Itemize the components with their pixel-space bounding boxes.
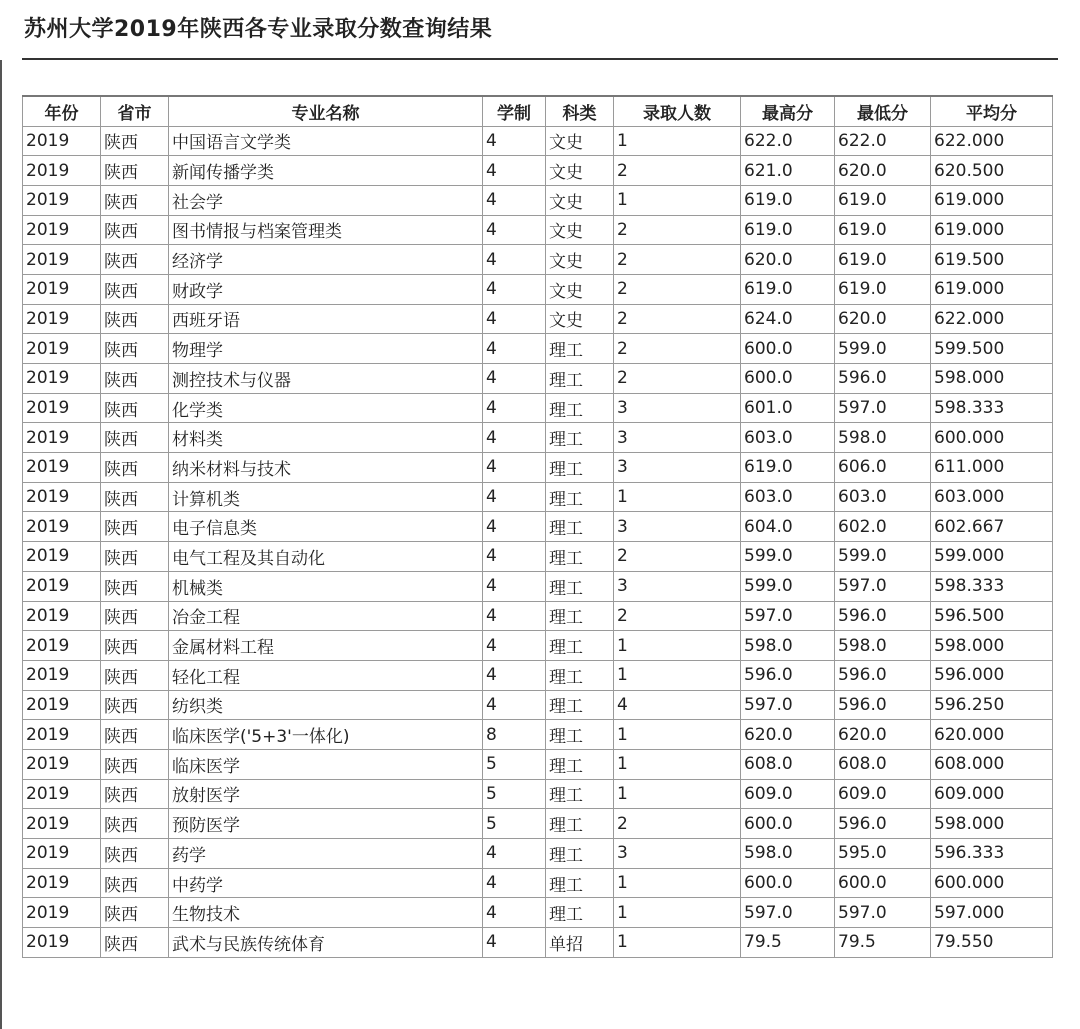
- table-row: [23, 512, 1053, 542]
- year-cell: 2019: [23, 126, 101, 156]
- category-cell: 文史: [546, 156, 614, 186]
- duration-cell: 4: [483, 334, 546, 364]
- admitted-count-cell: 3: [614, 512, 741, 542]
- admitted-count-cell: 3: [614, 839, 741, 869]
- province-cell: 陕西: [101, 215, 169, 245]
- table-body: [23, 126, 1053, 957]
- table-row: [23, 156, 1053, 186]
- header-max-score: 最高分: [741, 96, 835, 126]
- max-score-cell: 600.0: [741, 868, 835, 898]
- duration-cell: 4: [483, 660, 546, 690]
- major-cell: 测控技术与仪器: [169, 364, 483, 394]
- year-cell: 2019: [23, 393, 101, 423]
- avg-score-cell: 619.000: [931, 274, 1053, 304]
- category-cell: 理工: [546, 631, 614, 661]
- max-score-cell: 622.0: [741, 126, 835, 156]
- min-score-cell: 596.0: [835, 364, 931, 394]
- duration-cell: 4: [483, 364, 546, 394]
- province-cell: 陕西: [101, 542, 169, 572]
- duration-cell: 4: [483, 423, 546, 453]
- year-cell: 2019: [23, 542, 101, 572]
- min-score-cell: 598.0: [835, 423, 931, 453]
- avg-score-cell: 598.333: [931, 393, 1053, 423]
- max-score-cell: 600.0: [741, 809, 835, 839]
- year-cell: 2019: [23, 898, 101, 928]
- major-cell: 药学: [169, 839, 483, 869]
- table-row: [23, 868, 1053, 898]
- table-row: [23, 393, 1053, 423]
- category-cell: 理工: [546, 542, 614, 572]
- avg-score-cell: 619.000: [931, 215, 1053, 245]
- year-cell: 2019: [23, 215, 101, 245]
- avg-score-cell: 622.000: [931, 126, 1053, 156]
- title-divider: [22, 58, 1058, 60]
- category-cell: 单招: [546, 928, 614, 958]
- admitted-count-cell: 2: [614, 809, 741, 839]
- year-cell: 2019: [23, 928, 101, 958]
- min-score-cell: 622.0: [835, 126, 931, 156]
- avg-score-cell: 596.000: [931, 660, 1053, 690]
- province-cell: 陕西: [101, 690, 169, 720]
- province-cell: 陕西: [101, 304, 169, 334]
- province-cell: 陕西: [101, 245, 169, 275]
- max-score-cell: 624.0: [741, 304, 835, 334]
- admission-scores-table: [22, 95, 1053, 958]
- header-admitted-count: 录取人数: [614, 96, 741, 126]
- major-cell: 生物技术: [169, 898, 483, 928]
- header-province: 省市: [101, 96, 169, 126]
- avg-score-cell: 608.000: [931, 749, 1053, 779]
- min-score-cell: 596.0: [835, 809, 931, 839]
- province-cell: 陕西: [101, 364, 169, 394]
- year-cell: 2019: [23, 839, 101, 869]
- max-score-cell: 620.0: [741, 245, 835, 275]
- major-cell: 轻化工程: [169, 660, 483, 690]
- year-cell: 2019: [23, 631, 101, 661]
- duration-cell: 5: [483, 779, 546, 809]
- major-cell: 预防医学: [169, 809, 483, 839]
- avg-score-cell: 609.000: [931, 779, 1053, 809]
- year-cell: 2019: [23, 601, 101, 631]
- category-cell: 理工: [546, 423, 614, 453]
- avg-score-cell: 603.000: [931, 482, 1053, 512]
- category-cell: 理工: [546, 571, 614, 601]
- province-cell: 陕西: [101, 482, 169, 512]
- duration-cell: 4: [483, 690, 546, 720]
- min-score-cell: 600.0: [835, 868, 931, 898]
- category-cell: 理工: [546, 660, 614, 690]
- table-row: [23, 690, 1053, 720]
- category-cell: 文史: [546, 304, 614, 334]
- year-cell: 2019: [23, 364, 101, 394]
- table-row: [23, 245, 1053, 275]
- max-score-cell: 620.0: [741, 720, 835, 750]
- min-score-cell: 609.0: [835, 779, 931, 809]
- max-score-cell: 597.0: [741, 898, 835, 928]
- major-cell: 计算机类: [169, 482, 483, 512]
- min-score-cell: 603.0: [835, 482, 931, 512]
- avg-score-cell: 596.500: [931, 601, 1053, 631]
- category-cell: 理工: [546, 453, 614, 483]
- max-score-cell: 597.0: [741, 601, 835, 631]
- max-score-cell: 604.0: [741, 512, 835, 542]
- duration-cell: 4: [483, 156, 546, 186]
- table-header-row: [23, 96, 1053, 126]
- max-score-cell: 596.0: [741, 660, 835, 690]
- category-cell: 理工: [546, 334, 614, 364]
- duration-cell: 4: [483, 601, 546, 631]
- year-cell: 2019: [23, 779, 101, 809]
- major-cell: 新闻传播学类: [169, 156, 483, 186]
- table-row: [23, 571, 1053, 601]
- table-row: [23, 274, 1053, 304]
- max-score-cell: 79.5: [741, 928, 835, 958]
- category-cell: 理工: [546, 482, 614, 512]
- max-score-cell: 609.0: [741, 779, 835, 809]
- admitted-count-cell: 1: [614, 482, 741, 512]
- major-cell: 放射医学: [169, 779, 483, 809]
- year-cell: 2019: [23, 660, 101, 690]
- avg-score-cell: 599.500: [931, 334, 1053, 364]
- admitted-count-cell: 3: [614, 571, 741, 601]
- year-cell: 2019: [23, 156, 101, 186]
- admitted-count-cell: 2: [614, 245, 741, 275]
- major-cell: 临床医学('5+3'一体化): [169, 720, 483, 750]
- avg-score-cell: 596.250: [931, 690, 1053, 720]
- header-major: 专业名称: [169, 96, 483, 126]
- province-cell: 陕西: [101, 928, 169, 958]
- min-score-cell: 599.0: [835, 542, 931, 572]
- admitted-count-cell: 3: [614, 393, 741, 423]
- duration-cell: 4: [483, 898, 546, 928]
- province-cell: 陕西: [101, 423, 169, 453]
- province-cell: 陕西: [101, 631, 169, 661]
- major-cell: 机械类: [169, 571, 483, 601]
- avg-score-cell: 620.500: [931, 156, 1053, 186]
- table-row: [23, 898, 1053, 928]
- category-cell: 理工: [546, 868, 614, 898]
- duration-cell: 4: [483, 482, 546, 512]
- max-score-cell: 598.0: [741, 839, 835, 869]
- avg-score-cell: 619.500: [931, 245, 1053, 275]
- table-row: [23, 364, 1053, 394]
- admitted-count-cell: 3: [614, 453, 741, 483]
- province-cell: 陕西: [101, 126, 169, 156]
- year-cell: 2019: [23, 720, 101, 750]
- avg-score-cell: 619.000: [931, 185, 1053, 215]
- major-cell: 电子信息类: [169, 512, 483, 542]
- admitted-count-cell: 1: [614, 749, 741, 779]
- province-cell: 陕西: [101, 779, 169, 809]
- province-cell: 陕西: [101, 898, 169, 928]
- admitted-count-cell: 1: [614, 126, 741, 156]
- major-cell: 物理学: [169, 334, 483, 364]
- table-row: [23, 453, 1053, 483]
- category-cell: 理工: [546, 364, 614, 394]
- category-cell: 理工: [546, 898, 614, 928]
- duration-cell: 4: [483, 185, 546, 215]
- min-score-cell: 595.0: [835, 839, 931, 869]
- admitted-count-cell: 1: [614, 631, 741, 661]
- province-cell: 陕西: [101, 571, 169, 601]
- major-cell: 纳米材料与技术: [169, 453, 483, 483]
- duration-cell: 4: [483, 839, 546, 869]
- admitted-count-cell: 2: [614, 304, 741, 334]
- duration-cell: 4: [483, 928, 546, 958]
- admitted-count-cell: 2: [614, 364, 741, 394]
- min-score-cell: 619.0: [835, 185, 931, 215]
- duration-cell: 4: [483, 512, 546, 542]
- province-cell: 陕西: [101, 453, 169, 483]
- min-score-cell: 596.0: [835, 601, 931, 631]
- table-row: [23, 215, 1053, 245]
- max-score-cell: 601.0: [741, 393, 835, 423]
- min-score-cell: 596.0: [835, 660, 931, 690]
- admitted-count-cell: 2: [614, 601, 741, 631]
- duration-cell: 4: [483, 868, 546, 898]
- min-score-cell: 597.0: [835, 898, 931, 928]
- duration-cell: 4: [483, 631, 546, 661]
- year-cell: 2019: [23, 185, 101, 215]
- category-cell: 理工: [546, 512, 614, 542]
- category-cell: 理工: [546, 779, 614, 809]
- max-score-cell: 621.0: [741, 156, 835, 186]
- category-cell: 理工: [546, 690, 614, 720]
- province-cell: 陕西: [101, 839, 169, 869]
- year-cell: 2019: [23, 245, 101, 275]
- max-score-cell: 598.0: [741, 631, 835, 661]
- major-cell: 西班牙语: [169, 304, 483, 334]
- page-frame-left-border: [0, 60, 2, 1029]
- table-header: [23, 96, 1053, 126]
- avg-score-cell: 620.000: [931, 720, 1053, 750]
- province-cell: 陕西: [101, 274, 169, 304]
- avg-score-cell: 622.000: [931, 304, 1053, 334]
- major-cell: 社会学: [169, 185, 483, 215]
- major-cell: 化学类: [169, 393, 483, 423]
- admitted-count-cell: 1: [614, 898, 741, 928]
- admitted-count-cell: 2: [614, 156, 741, 186]
- table-row: [23, 482, 1053, 512]
- major-cell: 中国语言文学类: [169, 126, 483, 156]
- province-cell: 陕西: [101, 512, 169, 542]
- year-cell: 2019: [23, 512, 101, 542]
- avg-score-cell: 598.000: [931, 809, 1053, 839]
- category-cell: 文史: [546, 126, 614, 156]
- table-row: [23, 839, 1053, 869]
- admitted-count-cell: 1: [614, 779, 741, 809]
- table-row: [23, 423, 1053, 453]
- duration-cell: 4: [483, 393, 546, 423]
- max-score-cell: 597.0: [741, 690, 835, 720]
- page-title: 苏州大学2019年陕西各专业录取分数查询结果: [24, 17, 493, 42]
- year-cell: 2019: [23, 334, 101, 364]
- year-cell: 2019: [23, 809, 101, 839]
- max-score-cell: 619.0: [741, 274, 835, 304]
- duration-cell: 4: [483, 571, 546, 601]
- category-cell: 文史: [546, 274, 614, 304]
- major-cell: 纺织类: [169, 690, 483, 720]
- max-score-cell: 600.0: [741, 334, 835, 364]
- category-cell: 文史: [546, 215, 614, 245]
- category-cell: 理工: [546, 393, 614, 423]
- table-row: [23, 126, 1053, 156]
- year-cell: 2019: [23, 690, 101, 720]
- major-cell: 经济学: [169, 245, 483, 275]
- avg-score-cell: 602.667: [931, 512, 1053, 542]
- header-year: 年份: [23, 96, 101, 126]
- min-score-cell: 619.0: [835, 274, 931, 304]
- max-score-cell: 619.0: [741, 453, 835, 483]
- duration-cell: 4: [483, 542, 546, 572]
- province-cell: 陕西: [101, 601, 169, 631]
- header-category: 科类: [546, 96, 614, 126]
- major-cell: 中药学: [169, 868, 483, 898]
- year-cell: 2019: [23, 304, 101, 334]
- min-score-cell: 597.0: [835, 571, 931, 601]
- province-cell: 陕西: [101, 720, 169, 750]
- max-score-cell: 599.0: [741, 542, 835, 572]
- avg-score-cell: 598.333: [931, 571, 1053, 601]
- admitted-count-cell: 1: [614, 660, 741, 690]
- table-row: [23, 304, 1053, 334]
- year-cell: 2019: [23, 482, 101, 512]
- year-cell: 2019: [23, 749, 101, 779]
- category-cell: 理工: [546, 720, 614, 750]
- province-cell: 陕西: [101, 185, 169, 215]
- avg-score-cell: 611.000: [931, 453, 1053, 483]
- year-cell: 2019: [23, 423, 101, 453]
- major-cell: 临床医学: [169, 749, 483, 779]
- table-row: [23, 809, 1053, 839]
- max-score-cell: 603.0: [741, 482, 835, 512]
- admitted-count-cell: 3: [614, 423, 741, 453]
- min-score-cell: 619.0: [835, 245, 931, 275]
- avg-score-cell: 600.000: [931, 423, 1053, 453]
- year-cell: 2019: [23, 571, 101, 601]
- min-score-cell: 79.5: [835, 928, 931, 958]
- admitted-count-cell: 1: [614, 185, 741, 215]
- min-score-cell: 608.0: [835, 749, 931, 779]
- admitted-count-cell: 2: [614, 215, 741, 245]
- admitted-count-cell: 2: [614, 274, 741, 304]
- major-cell: 冶金工程: [169, 601, 483, 631]
- min-score-cell: 619.0: [835, 215, 931, 245]
- max-score-cell: 600.0: [741, 364, 835, 394]
- admitted-count-cell: 1: [614, 928, 741, 958]
- duration-cell: 5: [483, 809, 546, 839]
- min-score-cell: 596.0: [835, 690, 931, 720]
- min-score-cell: 597.0: [835, 393, 931, 423]
- province-cell: 陕西: [101, 156, 169, 186]
- max-score-cell: 619.0: [741, 215, 835, 245]
- province-cell: 陕西: [101, 393, 169, 423]
- min-score-cell: 598.0: [835, 631, 931, 661]
- admitted-count-cell: 2: [614, 334, 741, 364]
- max-score-cell: 599.0: [741, 571, 835, 601]
- min-score-cell: 602.0: [835, 512, 931, 542]
- admitted-count-cell: 2: [614, 542, 741, 572]
- duration-cell: 5: [483, 749, 546, 779]
- min-score-cell: 620.0: [835, 304, 931, 334]
- avg-score-cell: 79.550: [931, 928, 1053, 958]
- table-row: [23, 928, 1053, 958]
- major-cell: 金属材料工程: [169, 631, 483, 661]
- duration-cell: 4: [483, 274, 546, 304]
- avg-score-cell: 600.000: [931, 868, 1053, 898]
- max-score-cell: 619.0: [741, 185, 835, 215]
- table-row: [23, 185, 1053, 215]
- province-cell: 陕西: [101, 809, 169, 839]
- category-cell: 文史: [546, 245, 614, 275]
- duration-cell: 4: [483, 126, 546, 156]
- major-cell: 材料类: [169, 423, 483, 453]
- max-score-cell: 608.0: [741, 749, 835, 779]
- table-row: [23, 542, 1053, 572]
- table-row: [23, 601, 1053, 631]
- table-row: [23, 660, 1053, 690]
- header-min-score: 最低分: [835, 96, 931, 126]
- major-cell: 图书情报与档案管理类: [169, 215, 483, 245]
- year-cell: 2019: [23, 868, 101, 898]
- year-cell: 2019: [23, 274, 101, 304]
- admitted-count-cell: 1: [614, 868, 741, 898]
- major-cell: 电气工程及其自动化: [169, 542, 483, 572]
- avg-score-cell: 598.000: [931, 364, 1053, 394]
- major-cell: 武术与民族传统体育: [169, 928, 483, 958]
- category-cell: 文史: [546, 185, 614, 215]
- duration-cell: 4: [483, 453, 546, 483]
- avg-score-cell: 596.333: [931, 839, 1053, 869]
- category-cell: 理工: [546, 839, 614, 869]
- province-cell: 陕西: [101, 334, 169, 364]
- admitted-count-cell: 1: [614, 720, 741, 750]
- duration-cell: 4: [483, 215, 546, 245]
- duration-cell: 4: [483, 304, 546, 334]
- table-row: [23, 779, 1053, 809]
- province-cell: 陕西: [101, 749, 169, 779]
- table-row: [23, 631, 1053, 661]
- year-cell: 2019: [23, 453, 101, 483]
- category-cell: 理工: [546, 749, 614, 779]
- avg-score-cell: 597.000: [931, 898, 1053, 928]
- min-score-cell: 606.0: [835, 453, 931, 483]
- duration-cell: 8: [483, 720, 546, 750]
- category-cell: 理工: [546, 601, 614, 631]
- avg-score-cell: 598.000: [931, 631, 1053, 661]
- header-avg-score: 平均分: [931, 96, 1053, 126]
- table-row: [23, 334, 1053, 364]
- avg-score-cell: 599.000: [931, 542, 1053, 572]
- min-score-cell: 620.0: [835, 720, 931, 750]
- admitted-count-cell: 4: [614, 690, 741, 720]
- min-score-cell: 620.0: [835, 156, 931, 186]
- table-row: [23, 749, 1053, 779]
- major-cell: 财政学: [169, 274, 483, 304]
- province-cell: 陕西: [101, 660, 169, 690]
- max-score-cell: 603.0: [741, 423, 835, 453]
- header-duration: 学制: [483, 96, 546, 126]
- min-score-cell: 599.0: [835, 334, 931, 364]
- duration-cell: 4: [483, 245, 546, 275]
- table-row: [23, 720, 1053, 750]
- category-cell: 理工: [546, 809, 614, 839]
- province-cell: 陕西: [101, 868, 169, 898]
